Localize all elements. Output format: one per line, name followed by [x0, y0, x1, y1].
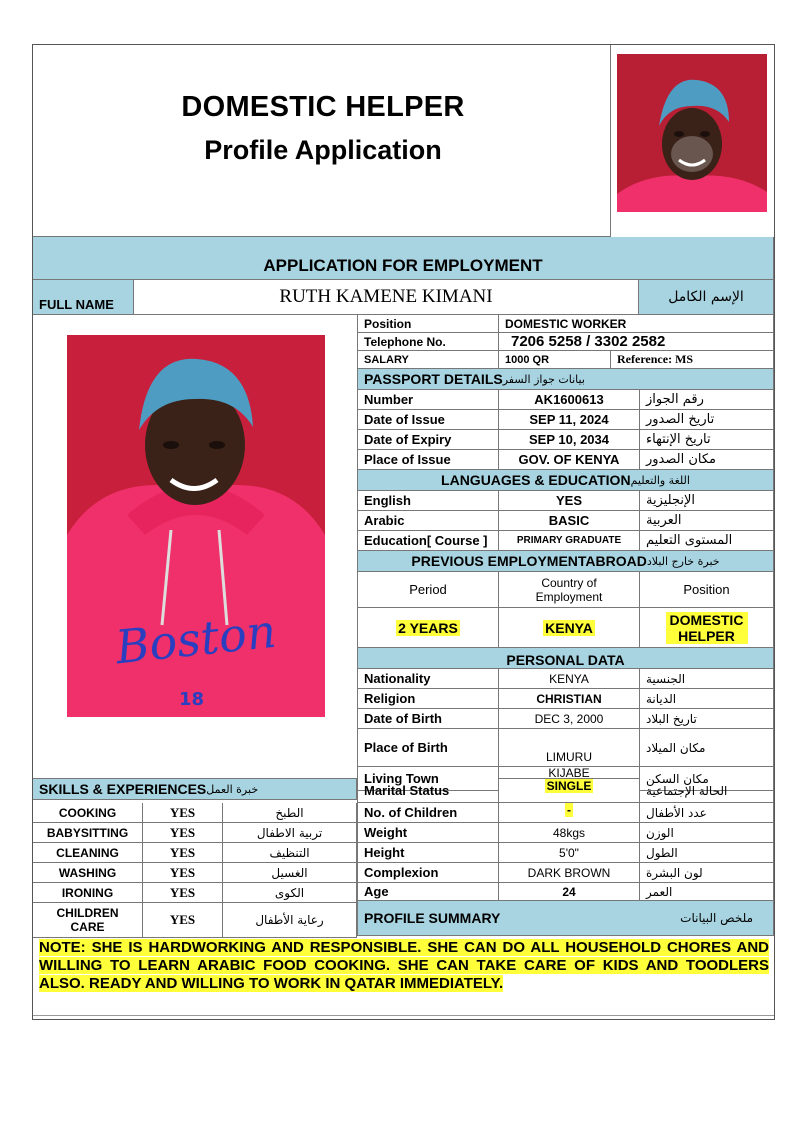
personal-children-label: No. of Children	[357, 803, 499, 823]
language-field-label-ar: المستوى التعليم	[640, 531, 774, 551]
skill-label: CLEANING	[33, 843, 143, 863]
passport-field-label-ar: تاريخ الإنتهاء	[640, 430, 774, 450]
passport-field-value: GOV. OF KENYA	[499, 450, 640, 470]
passport-field-value: SEP 10, 2034	[499, 430, 640, 450]
personal-age-label-ar: العمر	[640, 883, 774, 901]
col-country: Country of Employment	[499, 572, 640, 608]
employment-country: KENYA	[499, 608, 640, 648]
personal-marital-label: Marital Status	[357, 779, 499, 803]
personal-dob-label-ar: تاريخ البلاد	[640, 709, 774, 729]
personal-height-label-ar: الطول	[640, 843, 774, 863]
personal-complexion-label: Complexion	[357, 863, 499, 883]
skill-value: YES	[143, 823, 223, 843]
skill-value: YES	[143, 903, 223, 938]
employment-position: DOMESTIC HELPER	[640, 608, 774, 648]
personal-age-label: Age	[357, 883, 499, 901]
personal-pob-value: LIMURU	[499, 729, 640, 767]
skill-label-ar: الغسيل	[223, 863, 357, 883]
language-field-label: English	[357, 491, 499, 511]
portrait-large	[67, 335, 325, 717]
personal-marital-label-ar: الحالة الإجتماعية	[640, 779, 774, 803]
language-field-label: Education[ Course ]	[357, 531, 499, 551]
personal-nationality-label-ar: الجنسية	[640, 669, 774, 689]
personal-pob-label: Place of Birth	[357, 729, 499, 767]
position-label: Position	[357, 315, 499, 333]
skill-label: CHILDREN CARE	[33, 903, 143, 938]
passport-heading: PASSPORT DETAILS بيانات جواز السفر	[357, 369, 774, 390]
personal-religion-value: CHRISTIAN	[499, 689, 640, 709]
personal-weight-label-ar: الوزن	[640, 823, 774, 843]
skill-label: BABYSITTING	[33, 823, 143, 843]
svg-text:Boston: Boston	[112, 603, 279, 675]
personal-living-value: KIJABE	[499, 767, 640, 779]
page-subtitle: Profile Application	[204, 135, 442, 165]
personal-children-value	[499, 803, 640, 823]
personal-weight-value: 48kgs	[499, 823, 640, 843]
skill-label: WASHING	[33, 863, 143, 883]
full-name-label: FULL NAME	[33, 280, 134, 315]
skill-value: YES	[143, 843, 223, 863]
language-field-value: BASIC	[499, 511, 640, 531]
profile-note: NOTE: SHE IS HARDWORKING AND RESPONSIBLE. SHE CAN DO ALL HOUSEHOLD CHORES AND WILLING TO LEARN ARABIC FOOD COOKING. SHE CAN TAKE CARE OF KIDS AND TOODLERS ALSO. READY AND WILLING TO WORK IN QATAR IMMEDIATELY.	[39, 939, 769, 992]
bottom-divider	[33, 1015, 774, 1016]
passport-field-label-ar: رقم الجواز	[640, 390, 774, 410]
previous-employment-heading: PREVIOUS EMPLOYMENTABROAD خبرة خارج البلاد	[357, 551, 774, 572]
personal-data-heading: PERSONAL DATA	[357, 648, 774, 669]
reference-value: Reference: MS	[611, 351, 774, 369]
passport-field-label-ar: مكان الصدور	[640, 450, 774, 470]
personal-dob-value: DEC 3, 2000	[499, 709, 640, 729]
passport-field-value: AK1600613	[499, 390, 640, 410]
personal-living-label-ar: مكان السكن	[640, 767, 774, 791]
language-field-value: PRIMARY GRADUATE	[499, 531, 640, 551]
position-value: DOMESTIC WORKER	[499, 315, 774, 333]
language-field-value: YES	[499, 491, 640, 511]
skill-label: IRONING	[33, 883, 143, 903]
personal-age-value: 24	[499, 883, 640, 901]
application-form	[32, 44, 775, 1020]
col-position: Position	[640, 572, 774, 608]
skill-label-ar: رعاية الأطفال	[223, 903, 357, 938]
passport-field-value: SEP 11, 2024	[499, 410, 640, 430]
passport-field-label: Place of Issue	[357, 450, 499, 470]
profile-summary-heading: PROFILE SUMMARY ملخص البيانات	[357, 901, 774, 936]
employment-period: 2 YEARS	[357, 608, 499, 648]
personal-pob-label-ar: مكان الميلاد	[640, 729, 774, 767]
personal-nationality-label: Nationality	[357, 669, 499, 689]
personal-living-label: Living Town	[357, 767, 499, 791]
skill-value: YES	[143, 803, 223, 823]
personal-marital-highlight: SINGLE	[546, 779, 592, 793]
skill-label-ar: الطبخ	[223, 803, 357, 823]
portrait-small	[617, 54, 767, 212]
passport-field-label: Date of Issue	[357, 410, 499, 430]
telephone-label: Telephone No.	[357, 333, 499, 351]
page-title: DOMESTIC HELPER	[181, 91, 465, 123]
personal-nationality-value: KENYA	[499, 669, 640, 689]
passport-field-label: Number	[357, 390, 499, 410]
passport-field-label-ar: تاريخ الصدور	[640, 410, 774, 430]
personal-children-label-ar: عدد الأطفال	[640, 803, 774, 823]
salary-value: 1000 QR	[499, 351, 611, 369]
skill-label-ar: تربية الاطفال	[223, 823, 357, 843]
col-period: Period	[357, 572, 499, 608]
language-field-label-ar: العربية	[640, 511, 774, 531]
svg-text:18: 18	[179, 689, 205, 710]
personal-dob-label: Date of Birth	[357, 709, 499, 729]
personal-height-label: Height	[357, 843, 499, 863]
personal-weight-label: Weight	[357, 823, 499, 843]
telephone-value: 7206 5258 / 3302 2582	[499, 333, 774, 351]
languages-heading: LANGUAGES & EDUCATION اللغة والتعليم	[357, 470, 774, 491]
language-field-label-ar: الإنجليزية	[640, 491, 774, 511]
passport-field-label: Date of Expiry	[357, 430, 499, 450]
personal-religion-label: Religion	[357, 689, 499, 709]
personal-religion-label-ar: الديانة	[640, 689, 774, 709]
personal-complexion-label-ar: لون البشرة	[640, 863, 774, 883]
salary-label: SALARY	[357, 351, 499, 369]
application-banner: APPLICATION FOR EMPLOYMENT	[33, 237, 774, 280]
personal-marital-value	[499, 779, 640, 803]
full-name-value: RUTH KAMENE KIMANI	[134, 280, 639, 315]
skill-label-ar: الكوى	[223, 883, 357, 903]
skill-label-ar: التنظيف	[223, 843, 357, 863]
personal-children-highlight: -	[567, 803, 571, 817]
personal-complexion-value: DARK BROWN	[499, 863, 640, 883]
skill-label: COOKING	[33, 803, 143, 823]
skills-heading: SKILLS & EXPERIENCES خبرة العمل	[33, 778, 357, 800]
skill-value: YES	[143, 863, 223, 883]
personal-height-value: 5'0"	[499, 843, 640, 863]
skill-value: YES	[143, 883, 223, 903]
full-name-label-ar: الإسم الكامل	[639, 280, 774, 315]
language-field-label: Arabic	[357, 511, 499, 531]
